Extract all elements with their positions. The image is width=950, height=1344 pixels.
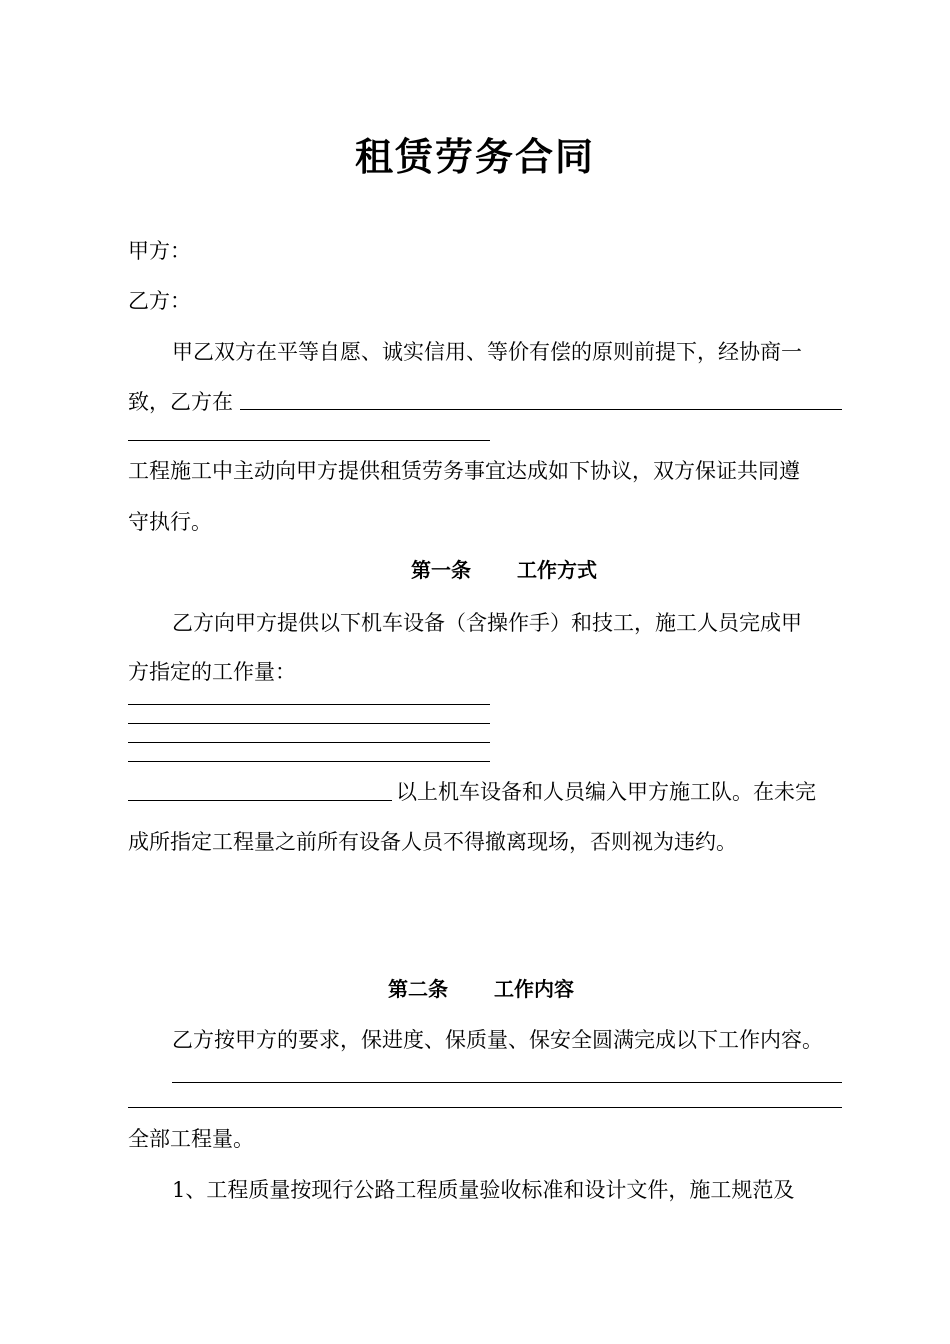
intro-line-3: 工程施工中主动向甲方提供租赁劳务事宜达成如下协议，双方保证共同遵 bbox=[128, 459, 800, 483]
article-1-number: 第一条 bbox=[411, 558, 471, 582]
article-1-title: 工作方式 bbox=[517, 558, 597, 582]
intro-line-4: 守执行。 bbox=[128, 510, 212, 534]
article-1-heading bbox=[411, 555, 597, 585]
intro-line-2: 致，乙方在 bbox=[128, 390, 233, 414]
intro-line-1: 甲乙双方在平等自愿、诚实信用、等价有偿的原则前提下，经协商一 bbox=[172, 340, 802, 364]
work-content-blank-line-1 bbox=[172, 1082, 842, 1083]
article-1-line-4: 成所指定工程量之前所有设备人员不得撤离现场，否则视为违约。 bbox=[128, 830, 737, 854]
article-2-line-2: 全部工程量。 bbox=[128, 1127, 254, 1151]
party-b-label: 乙方： bbox=[128, 289, 191, 313]
article-2-line-1: 乙方按甲方的要求，保进度、保质量、保安全圆满完成以下工作内容。 bbox=[172, 1028, 823, 1052]
article-1-line-1: 乙方向甲方提供以下机车设备（含操作手）和技工，施工人员完成甲 bbox=[172, 611, 802, 635]
personnel-blank-line bbox=[128, 800, 392, 801]
equipment-blank-line-2 bbox=[128, 723, 490, 724]
work-content-blank-line-2 bbox=[128, 1107, 842, 1108]
article-2-heading bbox=[388, 974, 574, 1004]
article-1-line-3: 以上机车设备和人员编入甲方施工队。在未完 bbox=[396, 780, 816, 804]
article-2-title: 工作内容 bbox=[494, 977, 574, 1001]
project-name-blank-line bbox=[240, 409, 842, 410]
article-2-number: 第二条 bbox=[388, 977, 448, 1001]
party-a-label: 甲方： bbox=[128, 239, 191, 263]
equipment-blank-line-4 bbox=[128, 761, 490, 762]
equipment-blank-line-3 bbox=[128, 742, 490, 743]
article-1-line-2: 方指定的工作量： bbox=[128, 660, 296, 684]
document-title: 租赁劳务合同 bbox=[354, 135, 595, 179]
article-2-line-3: 1、工程质量按现行公路工程质量验收标准和设计文件，施工规范及 bbox=[172, 1178, 795, 1202]
project-name-blank-line-2 bbox=[128, 440, 490, 441]
equipment-blank-line-1 bbox=[128, 704, 490, 705]
